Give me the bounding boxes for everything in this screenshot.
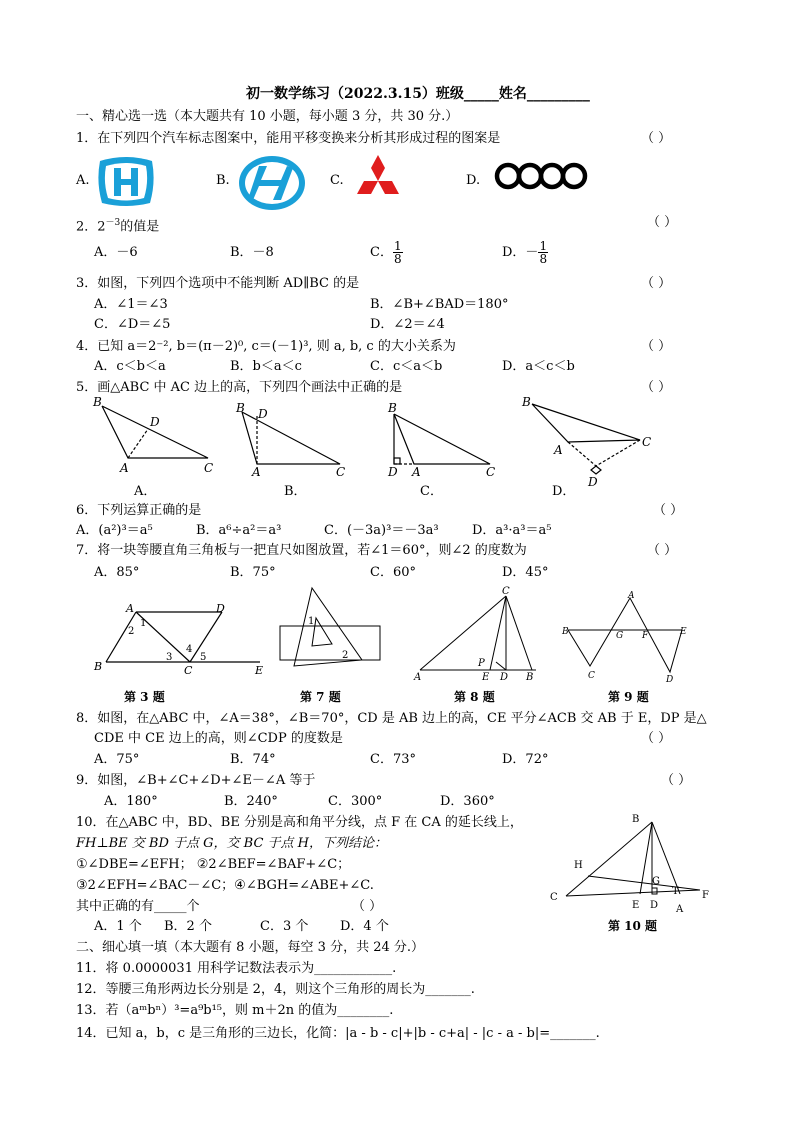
q1-answer-paren: （ ） [641, 131, 672, 146]
fig10-diagram [548, 810, 714, 914]
svg-text:C: C [336, 465, 346, 479]
q9-answer-paren: （ ） [661, 773, 692, 788]
q6-option-c: C．(－3a)³＝－3a³ [324, 523, 439, 538]
audi-logo-icon [494, 162, 590, 190]
svg-text:1: 1 [308, 616, 315, 627]
section1-heading: 一、精心选一选（本大题共有 10 小题，每小题 3 分，共 30 分.） [76, 109, 459, 124]
svg-text:C: C [204, 461, 214, 475]
q2-stem-exponent: －3 [105, 218, 121, 228]
svg-text:A: A [554, 443, 563, 457]
q9-option-b: B．240° [224, 794, 278, 809]
q5-figure-b [232, 398, 352, 478]
svg-text:2: 2 [128, 626, 135, 637]
svg-text:F: F [642, 631, 649, 641]
svg-text:3: 3 [166, 652, 173, 663]
svg-text:A: A [126, 602, 134, 615]
svg-text:B: B [236, 401, 245, 415]
svg-text:B: B [93, 395, 102, 409]
fig8-label: 第 8 题 [454, 690, 495, 704]
fig9-diagram [560, 590, 690, 685]
q8-stem-line1: 8．如图，在△ABC 中，∠A＝38°，∠B＝70°，CD 是 AB 边上的高，CE 平分∠ACB 交 AB 于 E，DP 是△ [76, 711, 707, 726]
q7-option-d: D．45° [502, 565, 549, 580]
q1-option-a: A. [76, 173, 90, 188]
q12-text: 12．等腰三角形两边长分别是 2，4，则这个三角形的周长为_______. [76, 982, 475, 997]
q7-option-c: C．60° [370, 565, 416, 580]
svg-text:D: D [150, 415, 160, 429]
svg-text:E: E [255, 664, 264, 677]
q4-option-d: D．a＜c＜b [502, 359, 575, 374]
q2-option-c [370, 237, 403, 269]
q4-stem: 4．已知 a＝2⁻², b＝(π－2)⁰, c＝(－1)³, 则 a, b, c 的大小关系为 [76, 339, 456, 354]
svg-text:B: B [562, 627, 569, 637]
q2-option-c-label: C． [370, 245, 393, 260]
svg-text:P: P [478, 658, 485, 669]
q8-option-c: C．73° [370, 752, 416, 767]
q1-option-b: B. [216, 173, 230, 188]
q10-option-d: D．4 个 [340, 919, 389, 934]
q7-stem: 7．将一块等腰直角三角板与一把直尺如图放置，若∠1＝60°，则∠2 的度数为 [76, 543, 527, 558]
q1-option-d: D. [466, 173, 481, 188]
svg-text:D: D [500, 672, 509, 683]
svg-text:A: A [252, 465, 261, 479]
q2-option-d-label: D．－ [502, 245, 539, 260]
q13-text: 13．若（aᵐbⁿ）³=a⁹b¹⁵，则 m＋2n 的值为________. [76, 1003, 394, 1018]
q4-answer-paren: （ ） [641, 339, 672, 354]
fig9-label: 第 9 题 [608, 690, 649, 704]
svg-text:D: D [258, 407, 268, 421]
q2-option-d-denominator: 8 [539, 252, 548, 266]
q3-option-a: A．∠1＝∠3 [94, 297, 168, 312]
q2-option-a: A．－6 [94, 245, 138, 260]
svg-text:C: C [184, 664, 193, 677]
q4-option-a: A．c＜b＜a [94, 359, 166, 374]
svg-text:G: G [652, 876, 660, 887]
q3-option-b: B．∠B+∠BAD＝180° [370, 297, 509, 312]
svg-text:G: G [616, 631, 624, 641]
q10-line1: 10．在△ABC 中，BD、BE 分别是高和角平分线，点 F 在 CA 的延长线上， [76, 815, 523, 830]
q2-option-d-numerator: 1 [539, 239, 548, 253]
q1-stem: 1．在下列四个汽车标志图案中，能用平移变换来分析其形成过程的图案是 [76, 131, 501, 146]
q10-line2: FH⊥BE 交 BD 于点 G，交 BC 于点 H，下列结论： [76, 836, 387, 851]
q10-line5: 其中正确的有_____个 [76, 899, 200, 914]
q5-option-c: C． [420, 484, 443, 499]
q10-answer-paren: （ ） [352, 899, 383, 914]
svg-text:B: B [388, 401, 397, 415]
q2-option-c-denominator: 8 [393, 252, 402, 266]
honda-logo-icon [94, 155, 158, 209]
q7-option-b: B．75° [230, 565, 276, 580]
q14-text: 14．已知 a，b，c 是三角形的三边长，化简：|a - b - c|+|b - c+a| - |c - a - b|=_______. [76, 1026, 600, 1041]
svg-text:D: D [588, 475, 598, 489]
q8-answer-paren: （ ） [641, 731, 672, 746]
q3-option-c: C．∠D＝∠5 [94, 317, 171, 332]
fig10-label: 第 10 题 [608, 919, 658, 933]
fig3-diagram [90, 600, 270, 680]
q9-option-c: C．300° [328, 794, 383, 809]
svg-text:T: T [672, 886, 679, 897]
svg-text:D: D [666, 675, 674, 685]
svg-text:C: C [642, 435, 652, 449]
fig3-label: 第 3 题 [124, 690, 165, 704]
svg-text:A: A [628, 591, 635, 601]
svg-text:B: B [632, 814, 640, 825]
svg-text:A: A [120, 461, 129, 475]
svg-text:B: B [526, 672, 534, 683]
q9-stem: 9．如图，∠B+∠C+∠D+∠E－∠A 等于 [76, 773, 316, 788]
q2-option-c-numerator: 1 [393, 239, 402, 253]
svg-text:E: E [482, 672, 490, 683]
q2-stem-rest: 的值是 [120, 219, 160, 235]
q3-answer-paren: （ ） [641, 276, 672, 291]
svg-text:C: C [550, 892, 558, 903]
svg-text:E: E [632, 900, 640, 911]
fig8-diagram [412, 584, 546, 683]
q5-answer-paren: （ ） [641, 380, 672, 395]
section2-heading: 二、细心填一填（本大题有 8 小题，每空 3 分，共 24 分.） [76, 940, 425, 955]
q6-option-d: D．a³·a³＝a⁵ [472, 523, 552, 538]
q2-option-b: B．－8 [230, 245, 274, 260]
q2-option-d [502, 237, 548, 269]
svg-text:1: 1 [140, 618, 147, 629]
svg-text:D: D [216, 602, 225, 615]
q4-option-c: C．c＜a＜b [370, 359, 443, 374]
q11-text: 11．将 0.0000031 用科学记数法表示为____________. [76, 961, 397, 976]
svg-text:A: A [414, 672, 422, 683]
svg-text:4: 4 [186, 644, 193, 655]
q6-stem: 6．下列运算正确的是 [76, 503, 202, 518]
svg-text:A: A [676, 904, 684, 915]
q10-line3: ①∠DBE=∠EFH； ②2∠BEF=∠BAF+∠C； [76, 857, 351, 872]
hyundai-logo-icon [237, 154, 307, 212]
svg-text:D: D [388, 465, 398, 479]
q7-option-a: A．85° [94, 565, 140, 580]
q6-option-b: B．a⁶÷a²＝a³ [196, 523, 282, 538]
q9-option-a: A．180° [104, 794, 158, 809]
svg-text:B: B [522, 395, 531, 409]
svg-text:B: B [94, 660, 103, 673]
fig7-label: 第 7 题 [300, 690, 341, 704]
svg-text:A: A [412, 465, 421, 479]
q8-option-a: A．75° [94, 752, 140, 767]
q2-stem [76, 215, 159, 235]
q3-option-d: D．∠2＝∠4 [370, 317, 445, 332]
svg-text:C: C [588, 671, 595, 681]
q2-option-c-fraction [393, 240, 403, 265]
q10-option-b: B．2 个 [164, 919, 212, 934]
q1-option-c: C. [330, 173, 344, 188]
q5-option-d: D． [552, 484, 576, 499]
svg-text:F: F [702, 890, 709, 901]
svg-text:D: D [650, 900, 659, 911]
q5-figure-d [518, 394, 658, 490]
svg-text:5: 5 [200, 652, 207, 663]
q4-option-b: B．b＜a＜c [230, 359, 302, 374]
q2-stem-base: 2．2 [76, 219, 106, 235]
q5-figure-c [382, 398, 502, 478]
q5-option-b: B． [284, 484, 307, 499]
q3-stem: 3．如图，下列四个选项中不能判断 AD∥BC 的是 [76, 276, 360, 291]
svg-text:E: E [680, 627, 687, 637]
q10-option-a: A．1 个 [94, 919, 142, 934]
q8-option-d: D．72° [502, 752, 549, 767]
q6-answer-paren: （ ） [653, 503, 684, 518]
q5-stem: 5．画△ABC 中 AC 边上的高，下列四个画法中正确的是 [76, 380, 403, 395]
q10-line4: ③2∠EFH=∠BAC－∠C；④∠BGH=∠ABE+∠C. [76, 878, 374, 893]
q8-stem-line2: CDE 中 CE 边上的高，则∠CDP 的度数是 [94, 731, 343, 746]
q8-option-b: B．74° [230, 752, 276, 767]
svg-text:H: H [574, 860, 583, 871]
svg-text:C: C [486, 465, 496, 479]
q2-option-d-fraction [538, 240, 548, 265]
q2-answer-paren: （ ） [647, 215, 678, 230]
page-title: 初一数学练习（2022.3.15）班级_____姓名_________ [246, 86, 590, 102]
svg-text:2: 2 [342, 650, 349, 661]
q5-option-a: A． [134, 484, 157, 499]
mitsubishi-logo-icon [351, 154, 405, 206]
q10-option-c: C．3 个 [260, 919, 309, 934]
q5-figure-a [90, 396, 220, 476]
q6-option-a: A．(a²)³＝a⁵ [76, 523, 153, 538]
q7-answer-paren: （ ） [647, 543, 678, 558]
q9-option-d: D．360° [440, 794, 495, 809]
svg-text:C: C [502, 586, 510, 597]
fig7-diagram [276, 584, 386, 680]
